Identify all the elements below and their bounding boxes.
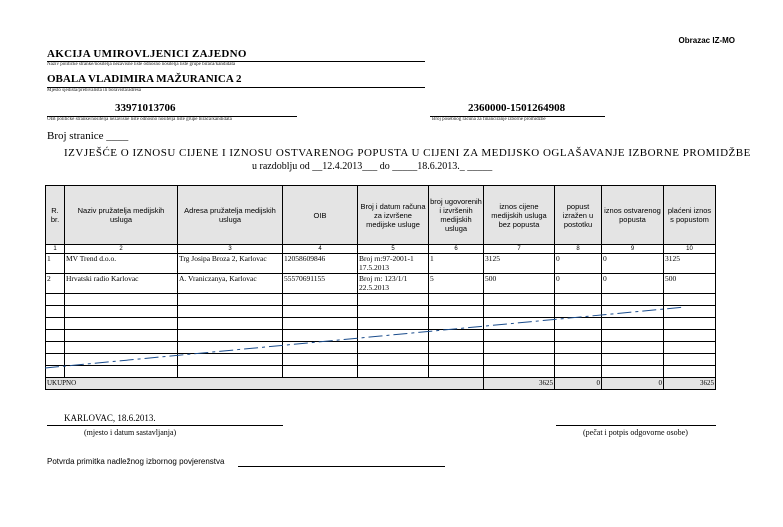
- period-suffix: _ _____: [459, 161, 493, 172]
- organization-oib-caption: OIB političke stranke/nositelja nezavisne liste odnosno nositelja liste grupe birača/kandidata: [47, 117, 232, 122]
- cell-discount-amount: 0: [602, 274, 664, 294]
- cell-invoice: Broj rn: 123/1/1 22.5.2013: [358, 274, 429, 294]
- period-prefix: u razdoblju od __: [252, 161, 323, 172]
- cell-price: 500: [484, 274, 555, 294]
- confirmation-label: Potvrda primitka nadležnog izbornog povjerenstva: [47, 457, 225, 466]
- col-number: 9: [602, 245, 664, 254]
- cell-rbr: 2: [46, 274, 65, 294]
- place-date-caption: (mjesto i datum sastavljanja): [84, 428, 177, 437]
- cell-provider-name: Hrvatski radio Karlovac: [65, 274, 178, 294]
- header-rbr: R. br.: [46, 186, 65, 245]
- col-number: 7: [484, 245, 555, 254]
- organization-address-caption: Mjesto sjedišta/prebivališta ili boravišta/adresa: [47, 88, 142, 93]
- place-date-underline: [47, 425, 283, 426]
- header-discount-amount: iznos ostvarenog popusta: [602, 186, 664, 245]
- total-discount-amount: 0: [602, 378, 664, 390]
- organization-name-caption: Naziv političke stranke/nositelja nezavisne liste odnosno nositelja liste grupe birača/kandidata: [47, 62, 236, 67]
- cell-provider-name: MV Trend d.o.o.: [65, 254, 178, 274]
- period-mid: ___ do _____: [362, 161, 418, 172]
- cell-discount-percent: 0: [555, 274, 602, 294]
- table-row: [46, 254, 716, 274]
- cell-paid-amount: 3125: [664, 254, 716, 274]
- col-number: 3: [178, 245, 283, 254]
- col-number: 2: [65, 245, 178, 254]
- reporting-period: [252, 161, 492, 172]
- account-number: 2360000-1501264908: [468, 102, 566, 114]
- cell-discount-amount: 0: [602, 254, 664, 274]
- total-row: [46, 378, 716, 390]
- place-and-date: KARLOVAC, 18.6.2013.: [64, 413, 156, 423]
- total-discount-percent: 0: [555, 378, 602, 390]
- header-price: iznos cijene medijskih usluga bez popusta: [484, 186, 555, 245]
- table-header-row: [46, 186, 716, 245]
- strike-through-line: [45, 290, 715, 372]
- total-label: UKUPNO: [46, 378, 484, 390]
- cell-price: 3125: [484, 254, 555, 274]
- header-invoice: Broj i datum računa za izvršene medijske usluge: [358, 186, 429, 245]
- header-paid-amount: plaćeni iznos s popustom: [664, 186, 716, 245]
- header-oib: OIB: [283, 186, 358, 245]
- header-provider-name: Naziv pružatelja medijskih usluga: [65, 186, 178, 245]
- col-number: 8: [555, 245, 602, 254]
- cell-paid-amount: 500: [664, 274, 716, 294]
- col-number: 5: [358, 245, 429, 254]
- column-number-row: [46, 245, 716, 254]
- cell-provider-address: A. Vraniczanya, Karlovac: [178, 274, 283, 294]
- account-number-caption: Broj posebnog računa za financiranje izborne promidžbe: [432, 117, 546, 122]
- organization-address: OBALA VLADIMIRA MAŽURANICA 2: [47, 73, 242, 85]
- form-code: Obrazac IZ-MO: [678, 36, 735, 45]
- diagonal-dash-line: [45, 307, 685, 368]
- signature-underline: [556, 425, 716, 426]
- col-number: 1: [46, 245, 65, 254]
- period-from: 12.4.2013: [322, 161, 363, 172]
- header-discount-percent: popust izražen u postotku: [555, 186, 602, 245]
- col-number: 10: [664, 245, 716, 254]
- cell-invoice: Broj rn:97-2001-1 17.5.2013: [358, 254, 429, 274]
- cell-oib: 55570691155: [283, 274, 358, 294]
- cell-discount-percent: 0: [555, 254, 602, 274]
- col-number: 6: [429, 245, 484, 254]
- cell-oib: 12058609846: [283, 254, 358, 274]
- total-price: 3625: [484, 378, 555, 390]
- confirmation-underline: [238, 466, 445, 467]
- header-service-count: broj ugovorenih i izvršenih medijskih usluga: [429, 186, 484, 245]
- cell-rbr: 1: [46, 254, 65, 274]
- cell-provider-address: Trg Josipa Broza 2, Karlovac: [178, 254, 283, 274]
- cell-service-count: 5: [429, 274, 484, 294]
- signature-caption: (pečat i potpis odgovorne osobe): [583, 428, 688, 437]
- header-provider-address: Adresa pružatelja medijskih usluga: [178, 186, 283, 245]
- report-title: IZVJEŠĆE O IZNOSU CIJENE I IZNOSU OSTVARENOG POPUSTA U CIJENI ZA MEDIJSKO OGLAŠAVANJE IZBORNE PROMIDŽBE: [64, 147, 751, 159]
- col-number: 4: [283, 245, 358, 254]
- organization-name: AKCIJA UMIROVLJENICI ZAJEDNO: [47, 48, 247, 60]
- total-paid-amount: 3625: [664, 378, 716, 390]
- organization-oib: 33971013706: [115, 102, 176, 114]
- period-to: 18.6.2013.: [417, 161, 460, 172]
- cell-service-count: 1: [429, 254, 484, 274]
- page-number-label: Broj stranice ____: [47, 130, 129, 142]
